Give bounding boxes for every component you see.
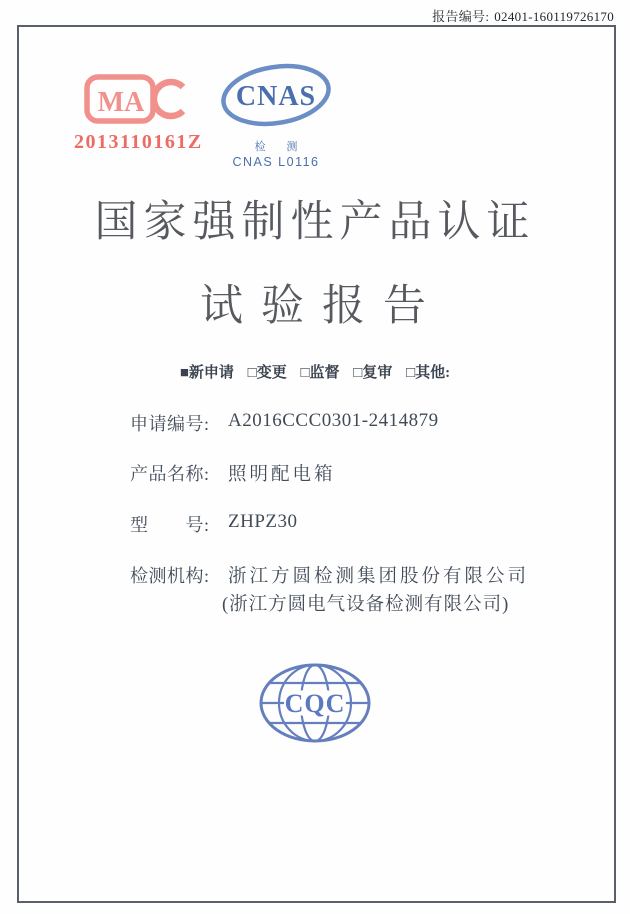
field-model <box>130 511 298 537</box>
field-label: 型 号: <box>130 515 210 535</box>
cnas-logo <box>216 60 336 169</box>
field-application-number <box>130 410 439 436</box>
option-new-application: ■新申请 <box>179 365 234 381</box>
field-label: 申请编号: <box>130 414 210 434</box>
option-review: □复审 <box>353 365 393 381</box>
cqc-logo <box>0 660 630 751</box>
report-number-value: 02401-160119726170 <box>494 9 614 24</box>
field-value: A2016CCC0301-2414879 <box>228 410 439 431</box>
field-label: 检测机构: <box>130 566 210 586</box>
field-value: ZHPZ30 <box>228 511 298 532</box>
field-product-name <box>130 460 336 486</box>
field-testing-organization <box>130 562 529 588</box>
option-change: □变更 <box>247 365 287 381</box>
cma-logo <box>74 74 214 154</box>
cnas-lab-number: CNAS L0116 <box>232 155 320 169</box>
field-testing-organization-alt: (浙江方圆电气设备检测有限公司) <box>222 595 510 615</box>
cma-certificate-number: 2013110161Z <box>74 131 203 153</box>
option-supervision: □监督 <box>300 365 340 381</box>
document-title-line1: 国家强制性产品认证 <box>94 199 536 246</box>
field-label: 产品名称: <box>130 464 210 484</box>
cqc-globe-icon <box>256 660 374 746</box>
cma-letters: MA <box>97 87 145 118</box>
cma-logo-icon <box>84 74 188 124</box>
option-other: □其他: <box>406 365 451 381</box>
cqc-letters: CQC <box>284 689 346 718</box>
report-number-label: 报告编号: <box>432 9 490 24</box>
cnas-letters: CNAS <box>235 81 317 112</box>
field-value: 浙江方圆检测集团股份有限公司 <box>228 567 530 587</box>
application-type-row <box>0 361 630 382</box>
cnas-scope-label: 检 测 <box>254 141 307 153</box>
field-value: 照明配电箱 <box>228 465 336 485</box>
cnas-logo-icon <box>217 60 335 132</box>
document-title-line2: 试验报告 <box>200 283 444 330</box>
report-number <box>432 6 614 25</box>
